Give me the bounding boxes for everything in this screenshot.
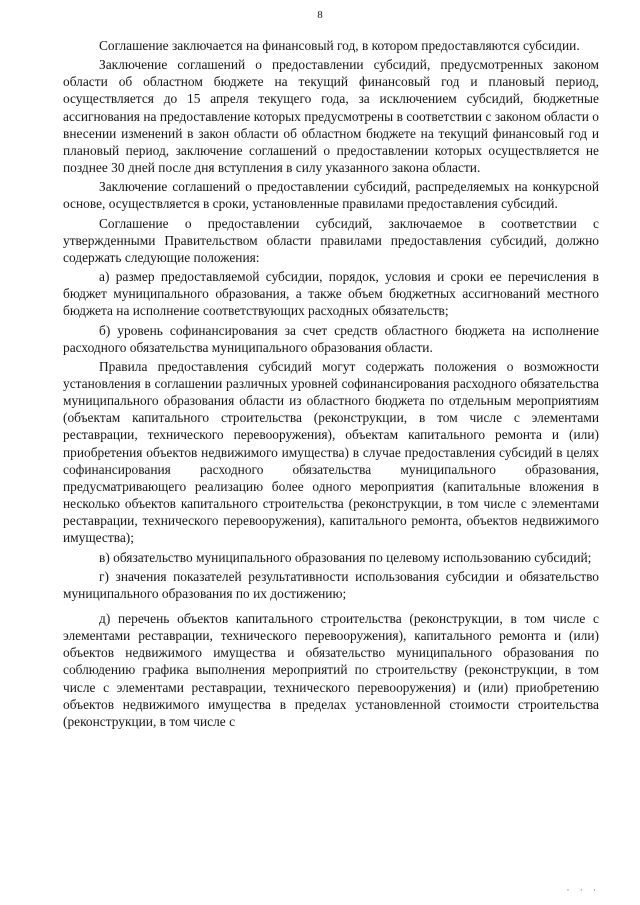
scan-marks: · · · xyxy=(566,885,600,895)
list-item-b: б) уровень софинансирования за счет средств областного бюджета на исполнение расходного обязательства муниципального образования области. xyxy=(63,322,599,355)
list-item-g: г) значения показателей результативности использования субсидии и обязательство муниципального образования по их достижению; xyxy=(63,568,599,601)
paragraph-competitive-subsidies: Заключение соглашений о предоставлении субсидий, распределяемых на конкурсной основе, осуществляется в сроки, установленные правилами предоставления субсидий. xyxy=(63,179,599,212)
paragraph-agreement-contents: Соглашение о предоставлении субсидий, заключаемое в соответствии с утвержденными Правительством области правилами предоставления субсидий, должно содержать следующие положения: xyxy=(63,215,599,265)
paragraph-cofinancing-levels: Правила предоставления субсидий могут содержать положения о возможности установления в соглашении различных уровней софинансирования расходного обязательства муниципального образования области из областного бюджета по отдельным мероприятиям (объектам капитального строительства (реконструкции, в том числе с элементами реставрации, технического перевооружения), объектам капитального ремонта и (или) приобретения объектов недвижимого имущества) в случае предоставления субсидий в целях софинансирования расходного обязательства муниципального образования, предусматривающего реализацию более одного мероприятия (капитальные вложения в несколько объектов капитального строительства (реконструкции, в том числе с элементами реставрации, технического перевооружения), капитального ремонта, объектов недвижимого имущества); xyxy=(63,358,599,546)
list-item-v: в) обязательство муниципального образования по целевому использованию субсидий; xyxy=(99,549,592,565)
list-item-a: а) размер предоставляемой субсидии, порядок, условия и сроки ее перечисления в бюджет муниципального образования, а также объем бюджетных ассигнований местного бюджета на исполнение соответствующих расходных обязательств; xyxy=(63,269,599,319)
paragraph-agreement-term: Соглашение заключается на финансовый год, в котором предоставляются субсидии. xyxy=(99,38,580,53)
page-number: 8 xyxy=(317,9,323,21)
document-body xyxy=(63,37,599,732)
list-item-d: д) перечень объектов капитального строительства (реконструкции, в том числе с элементами реставрации, технического перевооружения), капитального ремонта и (или) объектов недвижимого имущества и обязательство муниципального образования по соблюдению графика выполнения мероприятий по строительству (реконструкции, в том числе с элементами реставрации, технического перевооружения) и (или) приобретению объектов недвижимого имущества в пределах установленной стоимости строительства (реконструкции, в том числе с xyxy=(63,611,599,729)
paragraph-conclusion-deadline: Заключение соглашений о предоставлении субсидий, предусмотренных законом области об областном бюджете на текущий финансовый год и плановый период, осуществляется до 15 апреля текущего года, за исключением субсидий, бюджетные ассигнования на предоставление которых предусмотрены в соответствии с законом области о внесении изменений в закон области об областном бюджете на текущий финансовый год и плановый период, заключение соглашений о предоставлении которых осуществляется не позднее 30 дней после дня вступления в силу указанного закона области. xyxy=(63,57,599,176)
